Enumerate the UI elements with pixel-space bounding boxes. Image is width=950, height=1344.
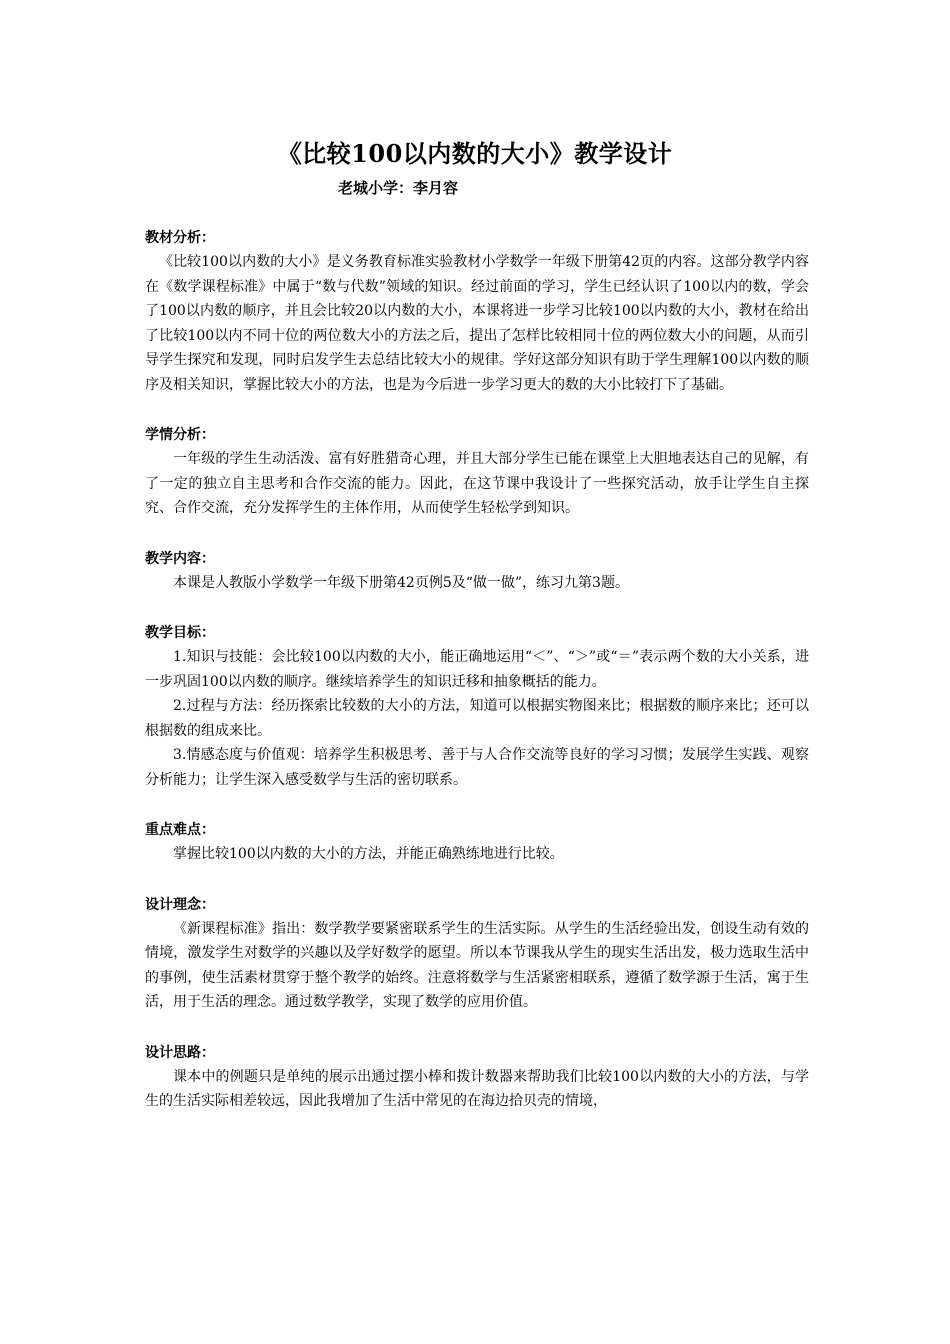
author-line: 老城小学：李月容 <box>338 179 459 197</box>
section-paragraph: 《比较100以内数的大小》是义务教育标准实验教材小学数学一年级下册第42页的内容。这部分教学内容在《数学课程标准》中属于“数与代数”领域的知识。经过前面的学习，学生已经认识了100以内的数，学会了100以内数的顺序，并且会比较20以内数的大小，本课将进一步学习比较100以内数的大小，教材在给出了比较100以内不同十位的两位数大小的方法之后，提出了怎样比较相同十位的两位数大小的问题，从而引导学生探究和发现，同时启发学生去总结比较大小的规律。学好这部分知识有助于学生理解100以内数的顺序及相关知识，掌握比较大小的方法，也是为今后进一步学习更大的数的大小比较打下了基础。 <box>145 254 809 393</box>
section-paragraph: 2.过程与方法：经历探索比较数的大小的方法，知道可以根据实物图来比；根据数的顺序来比；还可以根据数的组成来比。 <box>145 698 809 739</box>
section-design-ideas <box>145 1041 809 1114</box>
section-heading: 教材分析： <box>145 230 215 246</box>
section-paragraph: 1.知识与技能：会比较100以内数的大小，能正确地运用“＜”、“＞”或“＝”表示两个数的大小关系，进一步巩固100以内数的顺序。继续培养学生的知识迁移和抽象概括的能力。 <box>145 649 809 690</box>
section-heading: 设计理念： <box>145 896 215 913</box>
section-teaching-content <box>145 547 809 596</box>
section-teaching-goals <box>145 621 809 792</box>
section-heading: 学情分析： <box>145 427 215 443</box>
section-heading: 教学内容： <box>145 550 215 567</box>
section-paragraph: 《新课程标准》指出：数学教学要紧密联系学生的生活实际。从学生的生活经验出发，创设生动有效的情境，激发学生对数学的兴趣以及学好数学的愿望。所以本节课我从学生的现实生活出发，极力选取生活中的事例，使生活素材贯穿于整个教学的始终。注意将数学与生活紧密相联系，遵循了数学源于生活，寓于生活，用于生活的理念。通过数学教学，实现了数学的应用价值。 <box>145 920 809 1010</box>
section-heading: 教学目标： <box>145 625 215 641</box>
section-paragraph: 一年级的学生生动活泼、富有好胜猎奇心理，并且大部分学生已能在课堂上大胆地表达自己的见解，有了一定的独立自主思考和合作交流的能力。因此，在这节课中我设计了一些探究活动，放手让学生自主探究、合作交流，充分发挥学生的主体作用，从而使学生轻松学到知识。 <box>145 451 809 516</box>
section-textbook-analysis <box>145 226 809 397</box>
document-body <box>145 226 809 1140</box>
section-key-difficulties <box>145 818 809 867</box>
page-title: 《比较100以内数的大小》教学设计 <box>277 139 673 168</box>
section-heading: 设计思路： <box>145 1044 215 1061</box>
section-design-concept <box>145 893 809 1015</box>
section-student-analysis <box>145 423 809 521</box>
section-paragraph: 掌握比较100以内数的大小的方法，并能正确熟练地进行比较。 <box>173 846 564 862</box>
section-paragraph: 课本中的例题只是单纯的展示出通过摆小棒和拨计数器来帮助我们比较100以内数的大小的方法，与学生的生活实际相差较远，因此我增加了生活中常见的在海边拾贝壳的情境， <box>145 1068 809 1109</box>
section-paragraph: 本课是人教版小学数学一年级下册第42页例5及“做一做”，练习九第3题。 <box>173 574 629 591</box>
section-heading: 重点难点： <box>145 822 215 838</box>
section-paragraph: 3.情感态度与价值观：培养学生积极思考、善于与人合作交流等良好的学习习惯；发展学生实践、观察分析能力；让学生深入感受数学与生活的密切联系。 <box>145 747 809 788</box>
